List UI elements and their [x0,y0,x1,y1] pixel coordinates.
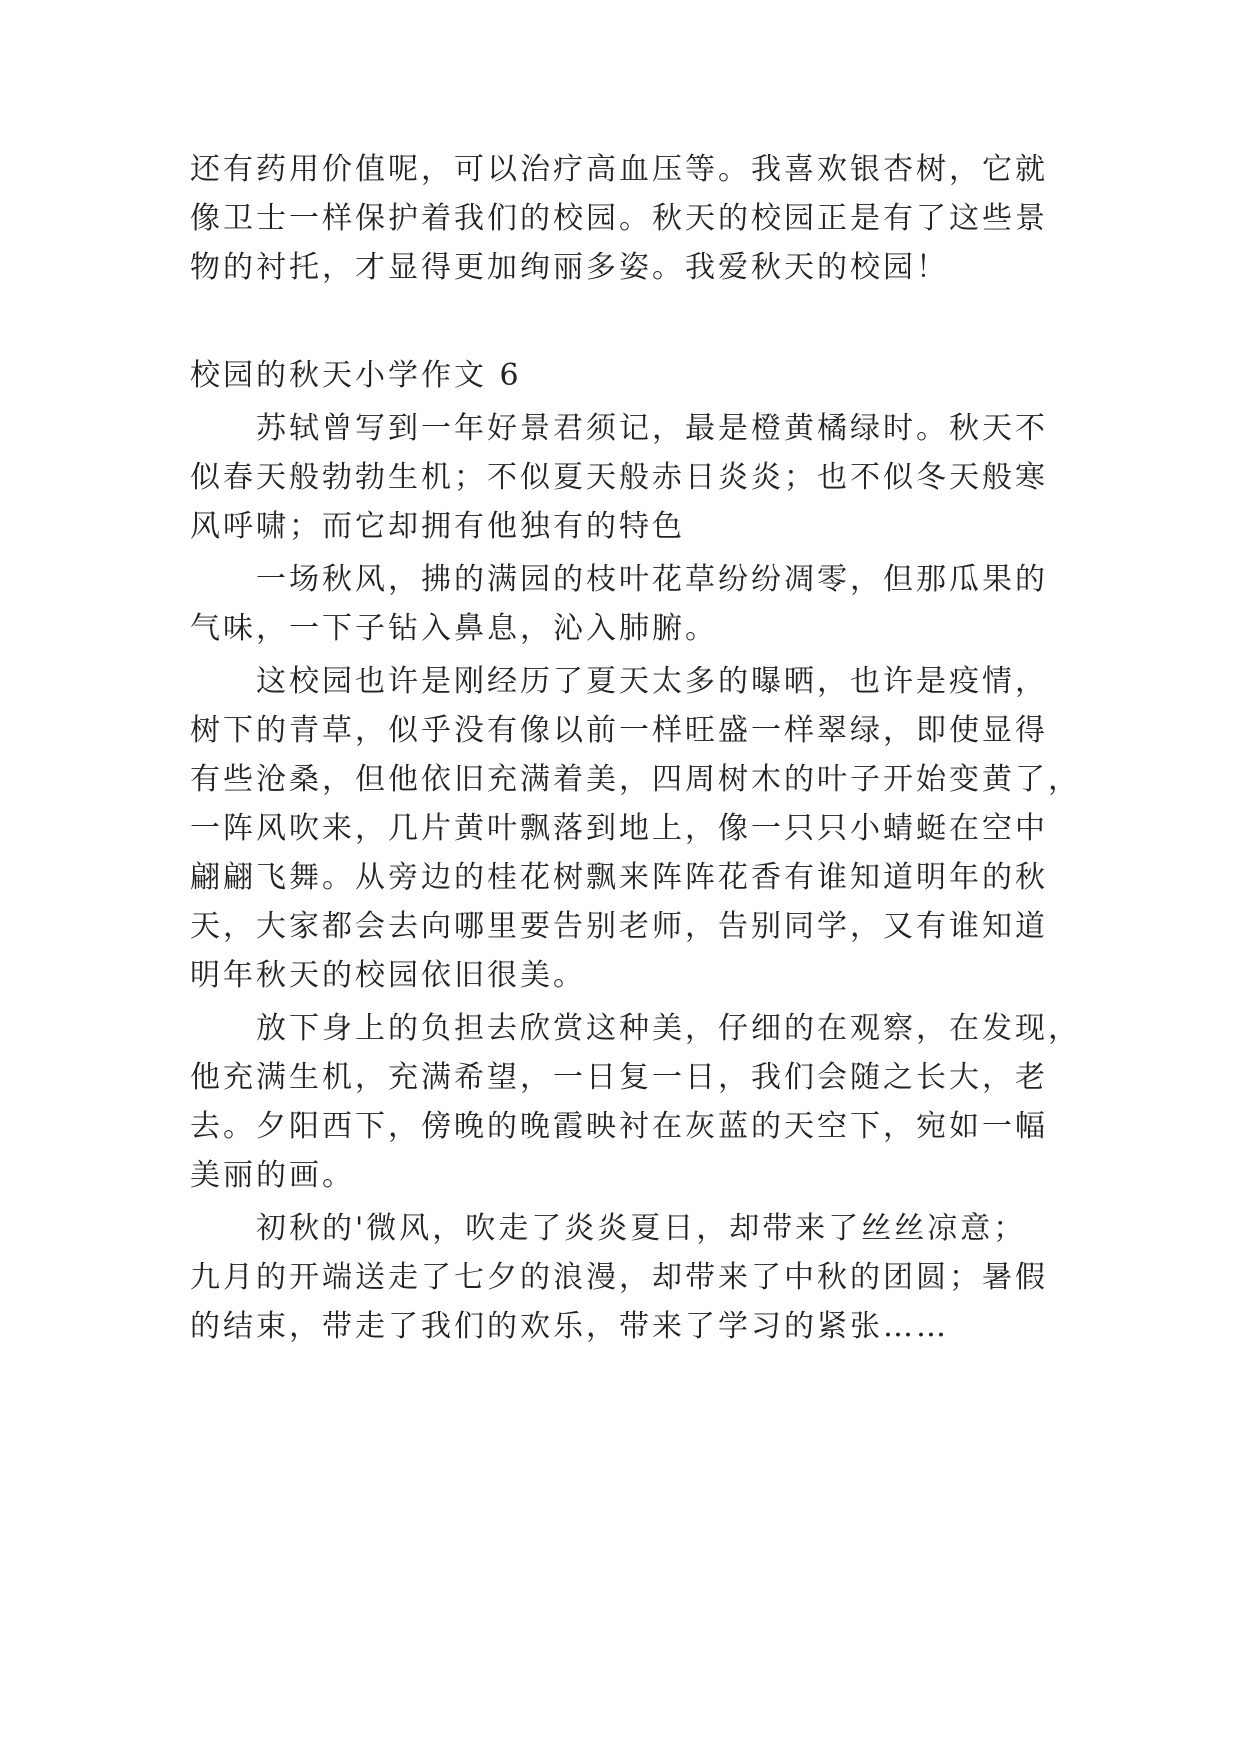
paragraph-line: 有些沧桑，但他依旧充满着美，四周树木的叶子开始变黄了， [190,762,1081,797]
paragraph-line: 美丽的画。 [190,1158,355,1193]
paragraph-line: 风呼啸；而它却拥有他独有的特色 [190,509,685,544]
paragraph-line: 树下的青草，似乎没有像以前一样旺盛一样翠绿，即使显得 [190,713,1048,748]
paragraph-line: 翩翩飞舞。从旁边的桂花树飘来阵阵花香有谁知道明年的秋 [190,860,1048,895]
paragraph-line: 明年秋天的校园依旧很美。 [190,958,586,993]
paragraph-line: 去。夕阳西下，傍晚的晚霞映衬在灰蓝的天空下，宛如一幅 [190,1109,1048,1144]
paragraph-line: 一场秋风，拂的满园的枝叶花草纷纷凋零，但那瓜果的 [256,562,1048,597]
section-title: 校园的秋天小学作文 6 [190,358,522,393]
paragraph-line: 苏轼曾写到一年好景君须记，最是橙黄橘绿时。秋天不 [256,411,1048,446]
paragraph-line: 气味，一下子钻入鼻息，沁入肺腑。 [190,611,718,646]
paragraph-line: 九月的开端送走了七夕的浪漫，却带来了中秋的团圆；暑假 [190,1260,1048,1295]
paragraph-line: 物的衬托，才显得更加绚丽多姿。我爱秋天的校园！ [190,250,949,285]
paragraph-line: 像卫士一样保护着我们的校园。秋天的校园正是有了这些景 [190,201,1048,236]
paragraph-line: 初秋的'微风，吹走了炎炎夏日，却带来了丝丝凉意； [256,1211,1027,1246]
paragraph-line: 放下身上的负担去欣赏这种美，仔细的在观察，在发现， [256,1011,1081,1046]
paragraph-line: 天，大家都会去向哪里要告别老师，告别同学，又有谁知道 [190,909,1048,944]
paragraph-line: 似春天般勃勃生机；不似夏天般赤日炎炎；也不似冬天般寒 [190,460,1048,495]
paragraph-line: 还有药用价值呢，可以治疗高血压等。我喜欢银杏树，它就 [190,152,1048,187]
paragraph-line: 的结束，带走了我们的欢乐，带来了学习的紧张…… [190,1309,949,1344]
paragraph-line: 一阵风吹来，几片黄叶飘落到地上，像一只只小蜻蜓在空中 [190,811,1048,846]
paragraph-line: 这校园也许是刚经历了夏天太多的曝晒，也许是疫情， [256,664,1048,699]
paragraph-line: 他充满生机，充满希望，一日复一日，我们会随之长大，老 [190,1060,1048,1095]
